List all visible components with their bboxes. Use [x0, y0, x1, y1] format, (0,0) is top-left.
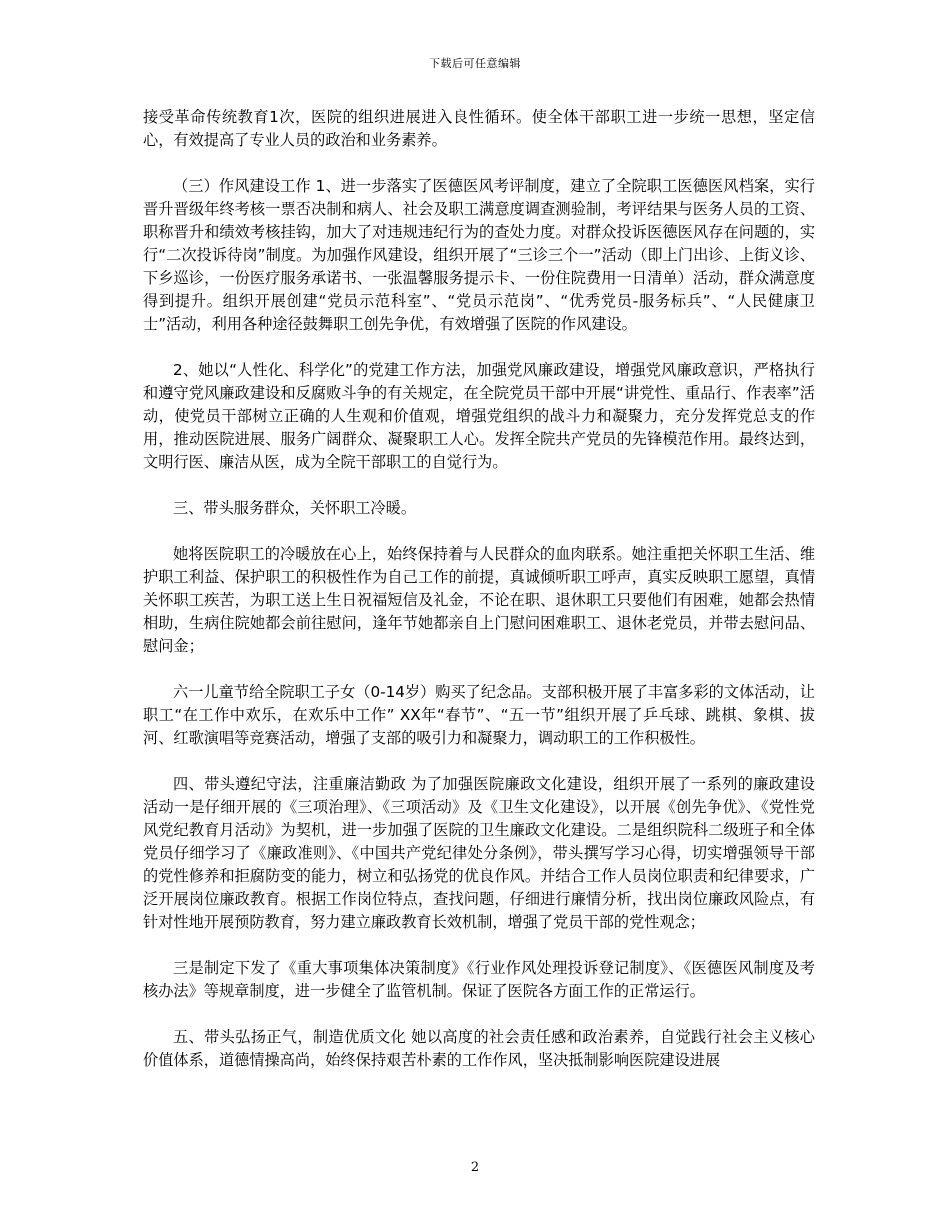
- paragraph-childrens-day: 六一儿童节给全院职工子女（0-14岁）购买了纪念品。支部积极开展了丰富多彩的文体活动，让职工“在工作中欢乐，在欢乐中工作” XX年“春节”、“五一节”组织开展了乒乓球、跳棋、象棋、拔河、红歌演唱等竞赛活动，增强了支部的吸引力和凝聚力，调动职工的工作积极性。: [143, 683, 815, 747]
- page-number: 2: [470, 1160, 480, 1175]
- paragraph-style-building: （三）作风建设工作 1、进一步落实了医德医风考评制度，建立了全院职工医德医风档案，实行晋升晋级年终考核一票否决制和病人、社会及职工满意度调查测验制，考评结果与医务人员的工资、职称晋升和绩效考核挂钩，加大了对违规违纪行为的查处力度。对群众投诉医德医风存在问题的，实行“二次投诉待岗”制度。为加强作风建设，组织开展了“三诊三个一”活动（即上门出诊、上街义诊、下乡巡诊，一份医疗服务承诺书、一张温馨服务提示卡、一份住院费用一日清单）活动，群众满意度得到提升。组织开展创建“党员示范科室”、“党员示范岗”、“优秀党员-服务标兵”、“人民健康卫士”活动，利用各种途径鼓舞职工创先争优，有效增强了医院的作风建设。: [143, 177, 815, 333]
- page-header: 下载后可任意编辑: [429, 57, 521, 70]
- paragraph-care-staff: 她将医院职工的冷暖放在心上，始终保持着与人民群众的血肉联系。她注重把关怀职工生活、维护职工利益、保护职工的积极性作为自己工作的前提，真诚倾听职工呼声，真实反映职工愿望，真情关怀职工疾苦，为职工送上生日祝福短信及礼金，不论在职、退休职工只要他们有困难，她都会热情相助，生病住院她都会前往慰问，逢年节她都亲自上门慰问困难职工、退休老党员，并带去慰问品、慰问金；: [143, 545, 815, 655]
- paragraph-education: 接受革命传统教育1次，医院的组织进展进入良性循环。使全体干部职工进一步统一思想，坚定信心，有效提高了专业人员的政治和业务素养。: [143, 108, 815, 149]
- section-heading-serve-masses: 三、带头服务群众，关怀职工冷暖。: [173, 499, 416, 517]
- paragraph-promote-righteousness: 五、带头弘扬正气，制造优质文化 她以高度的社会责任感和政治素养，自觉践行社会主义核心价值体系，道德情操高尚，始终保持艰苦朴素的工作作风，坚决抵制影响医院建设进展: [143, 1028, 815, 1069]
- paragraph-integrity: 四、带头遵纪守法，注重廉洁勤政 为了加强医院廉政文化建设，组织开展了一系列的廉政建设活动一是仔细开展的《三项治理》、《三项活动》及《卫生文化建设》，以开展《创先争优》、《党性党风党纪教育月活动》为契机，进一步加强了医院的卫生廉政文化建设。二是组织院科二级班子和全体党员仔细学习了《廉政准则》、《中国共产党纪律处分条例》，带头撰写学习心得，切实增强领导干部的党性修养和拒腐防变的能力，树立和弘扬党的优良作风。并结合工作人员岗位职责和纪律要求，广泛开展岗位廉政教育。根据工作岗位特点，查找问题，仔细进行廉情分析，找出岗位廉政风险点，有针对性地开展预防教育，努力建立廉政教育长效机制，增强了党员干部的党性观念；: [143, 775, 815, 931]
- document-body: [143, 106, 815, 1095]
- paragraph-regulations: 三是制定下发了《重大事项集体决策制度》《行业作风处理投诉登记制度》、《医德医风制度及考核办法》等规章制度，进一步健全了监管机制。保证了医院各方面工作的正常运行。: [143, 959, 815, 1000]
- paragraph-party-building: 2、她以“人性化、科学化”的党建工作方法，加强党风廉政建设，增强党风廉政意识，严格执行和遵守党风廉政建设和反腐败斗争的有关规定，在全院党员干部中开展“讲党性、重品行、作表率”活动，使党员干部树立正确的人生观和价值观，增强党组织的战斗力和凝聚力，充分发挥党总支的作用，推动医院进展、服务广阔群众、凝聚职工人心。发挥全院共产党员的先锋模范作用。最终达到，文明行医、廉洁从医，成为全院干部职工的自觉行为。: [143, 361, 815, 471]
